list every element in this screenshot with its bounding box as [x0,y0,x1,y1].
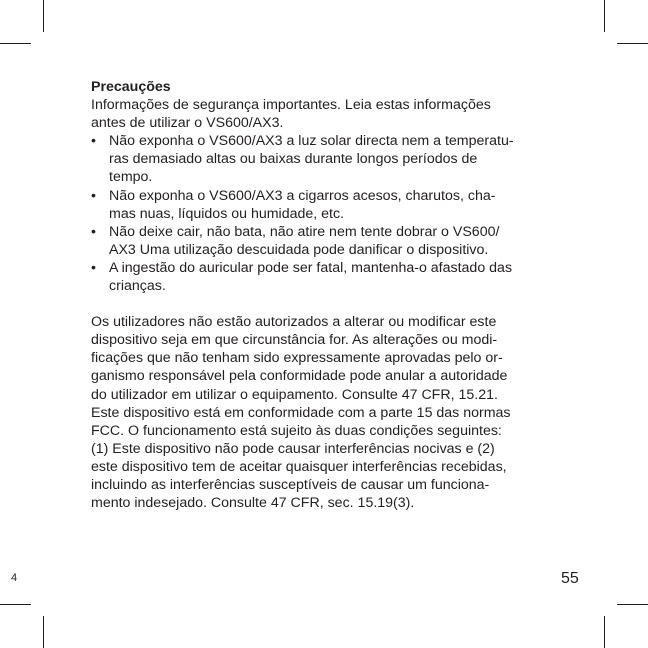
paragraph-line: Os utilizadores não estão autorizados a alterar ou modificar este [91,314,497,331]
intro-line: Informações de segurança importantes. Leia estas informações [91,97,491,114]
paragraph-line: FCC. O funcionamento está sujeito às duas condições seguintes: [91,422,502,439]
paragraph-line: mento indesejado. Consulte 47 CFR, sec. 15.19(3). [91,495,415,512]
crop-mark-bottom-right-vertical [604,616,605,648]
precautions-list [91,132,561,295]
paragraph-line: incluindo as interferências susceptíveis de causar um funciona- [91,476,490,493]
paragraph-line: ganismo responsável pela conformidade pode anular a autoridade [91,368,508,385]
list-item-line: ras demasiado altas ou baixas durante longos períodos de [109,151,478,168]
paragraph-line: dispositivo seja em que circunstância for. As alterações ou modi- [91,332,498,349]
bullet-icon: • [91,133,96,150]
list-item-line: crianças. [109,278,166,295]
page-number: 55 [561,570,579,587]
list-item-line: tempo. [109,169,153,186]
bullet-icon: • [91,223,96,240]
crop-mark-top-right-vertical [604,0,605,32]
intro-line: antes de utilizar o VS600/AX3. [91,115,284,132]
crop-mark-bottom-left-vertical [43,616,44,648]
paragraph-line: do utilizador em utilizar o equipamento. Consulte 47 CFR, 15.21. [91,386,498,403]
list-item [91,223,561,259]
crop-mark-top-right-horizontal [617,43,648,44]
list-item [91,132,561,186]
paragraph-line: (1) Este dispositivo não pode causar interferências nocivas e (2) [91,440,495,457]
compliance-paragraph [91,313,561,512]
list-item-line: Não exponha o VS600/AX3 a luz solar directa nem a temperatu- [109,133,514,150]
list-item [91,259,561,295]
paragraph-line: este dispositivo tem de aceitar quaisquer interferências recebidas, [91,458,507,475]
paragraph-spacer [91,295,561,313]
paragraph-line: ficações que não tenham sido expressamente aprovadas pelo or- [91,350,503,367]
crop-mark-bottom-right-horizontal [617,604,648,605]
list-item-line: A ingestão do auricular pode ser fatal, mantenha-o afastado das [109,259,513,276]
bullet-icon: • [91,187,96,204]
bullet-icon: • [91,259,96,276]
crop-mark-top-left-vertical [43,0,44,32]
intro-text [91,96,561,132]
list-item-line: AX3 Uma utilização descuidada pode danificar o dispositivo. [109,241,489,258]
paragraph-line: Este dispositivo está em conformidade com a parte 15 das normas [91,404,511,421]
list-item-line: Não deixe cair, não bata, não atire nem tente dobrar o VS600/ [109,223,500,240]
list-item-line: mas nuas, líquidos ou humidade, etc. [109,205,345,222]
precautions-section [91,78,561,512]
crop-mark-bottom-left-horizontal [0,604,31,605]
crop-mark-top-left-horizontal [0,43,31,44]
list-item [91,187,561,223]
list-item-line: Não exponha o VS600/AX3 a cigarros acesos, charutos, cha- [109,187,496,204]
edge-mark: 4 [11,572,18,584]
section-heading: Precauções [91,79,171,95]
